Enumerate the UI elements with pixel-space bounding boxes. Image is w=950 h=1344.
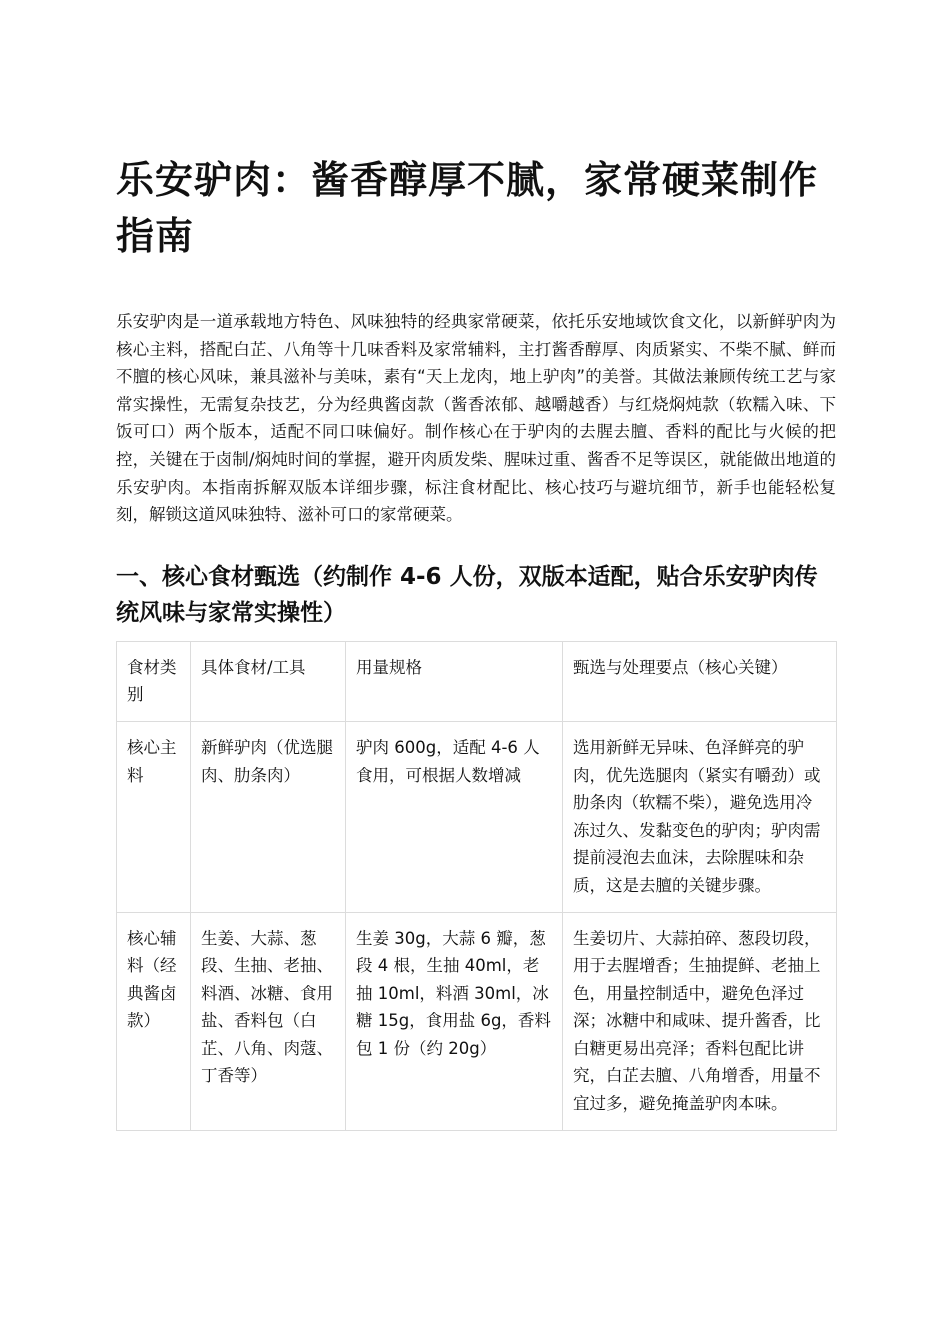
table-row <box>117 912 837 1130</box>
document-page <box>116 152 836 1131</box>
cell-notes: 选用新鲜无异味、色泽鲜亮的驴肉，优先选腿肉（紧实有嚼劲）或肋条肉（软糯不柴），避免选用冷冻过久、发黏变色的驴肉；驴肉需提前浸泡去血沫，去除腥味和杂质，这是去膻的关键步骤。 <box>563 721 837 912</box>
column-header-items: 具体食材/工具 <box>191 641 346 721</box>
table-header-row <box>117 641 837 721</box>
table-row <box>117 721 837 912</box>
cell-notes: 生姜切片、大蒜拍碎、葱段切段，用于去腥增香；生抽提鲜、老抽上色，用量控制适中，避免色泽过深；冰糖中和咸味、提升酱香，比白糖更易出亮泽；香料包配比讲究，白芷去膻、八角增香，用量不宜过多，避免掩盖驴肉本味。 <box>563 912 837 1130</box>
cell-category: 核心辅料（经典酱卤款） <box>117 912 191 1130</box>
cell-items: 生姜、大蒜、葱段、生抽、老抽、料酒、冰糖、食用盐、香料包（白芷、八角、肉蔻、丁香等） <box>191 912 346 1130</box>
column-header-notes: 甄选与处理要点（核心关键） <box>563 641 837 721</box>
cell-items: 新鲜驴肉（优选腿肉、肋条肉） <box>191 721 346 912</box>
ingredients-table <box>116 641 837 1131</box>
intro-paragraph: 乐安驴肉是一道承载地方特色、风味独特的经典家常硬菜，依托乐安地域饮食文化，以新鲜驴肉为核心主料，搭配白芷、八角等十几味香料及家常辅料，主打酱香醇厚、肉质紧实、不柴不腻、鲜而不膻的核心风味，兼具滋补与美味，素有“天上龙肉，地上驴肉”的美誉。其做法兼顾传统工艺与家常实操性，无需复杂技艺，分为经典酱卤款（酱香浓郁、越嚼越香）与红烧焖炖款（软糯入味、下饭可口）两个版本，适配不同口味偏好。制作核心在于驴肉的去腥去膻、香料的配比与火候的把控，关键在于卤制/焖炖时间的掌握，避开肉质发柴、腥味过重、酱香不足等误区，就能做出地道的乐安驴肉。本指南拆解双版本详细步骤，标注食材配比、核心技巧与避坑细节，新手也能轻松复刻，解锁这道风味独特、滋补可口的家常硬菜。 <box>116 312 836 525</box>
column-header-amount: 用量规格 <box>346 641 563 721</box>
page-title: 乐安驴肉：酱香醇厚不腻，家常硬菜制作指南 <box>116 158 819 258</box>
cell-amount: 驴肉 600g，适配 4-6 人食用，可根据人数增减 <box>346 721 563 912</box>
column-header-category: 食材类别 <box>117 641 191 721</box>
cell-category: 核心主料 <box>117 721 191 912</box>
section-heading: 一、核心食材甄选（约制作 4-6 人份，双版本适配，贴合乐安驴肉传统风味与家常实操性） <box>116 563 818 626</box>
cell-amount: 生姜 30g，大蒜 6 瓣，葱段 4 根，生抽 40ml，老抽 10ml，料酒 30ml，冰糖 15g，食用盐 6g，香料包 1 份（约 20g） <box>346 912 563 1130</box>
